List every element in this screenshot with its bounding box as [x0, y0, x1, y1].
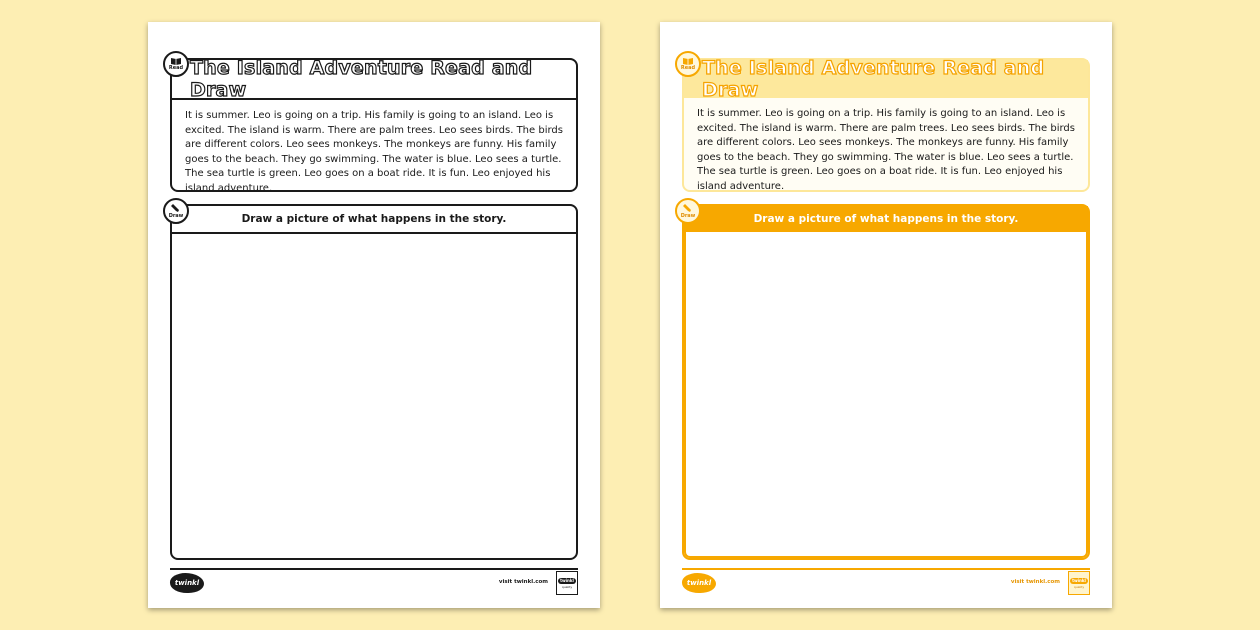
quality-seal	[556, 571, 578, 595]
drawing-area[interactable]	[172, 234, 576, 558]
seal-bottom-text: quality	[1073, 584, 1085, 589]
draw-badge-label: Draw	[680, 213, 696, 219]
visit-link[interactable]: visit twinkl.com	[498, 579, 548, 585]
seal-top-text: twinkl	[1072, 577, 1086, 583]
seal-bottom-text: quality	[561, 584, 573, 589]
pencil-icon	[171, 203, 181, 213]
read-badge-label: Read	[680, 65, 696, 71]
draw-section	[170, 204, 578, 560]
read-badge	[163, 51, 189, 77]
story-text: It is summer. Leo is going on a trip. His family is going to an island. Leo is excited. The island is warm. There are palm trees. Leo sees birds. The birds are different colors. Leo sees monkeys. The monkeys are funny. His family goes to the beach. They go swimming. The water is blue. Leo sees a turtle. The sea turtle is green. Leo goes on a boat ride. It is fun. Leo enjoyed his island adventure.	[697, 108, 1075, 192]
read-badge-label: Read	[168, 65, 184, 71]
title-bar	[684, 57, 1088, 101]
book-icon	[170, 57, 182, 65]
footer-divider	[682, 568, 1090, 570]
draw-badge	[163, 198, 189, 224]
worksheet-color	[660, 22, 1112, 608]
story-text: It is summer. Leo is going on a trip. His family is going to an island. Leo is excited. The island is warm. There are palm trees. Leo sees birds. The birds are different colors. Leo sees monkeys. The monkeys are funny. His family goes to the beach. They go swimming. The water is blue. Leo sees a turtle. The sea turtle is green. Leo goes on a boat ride. It is fun. Leo enjoyed his island adventure.	[185, 110, 563, 194]
title-bar	[172, 57, 576, 101]
read-section	[170, 58, 578, 192]
drawing-area[interactable]	[684, 230, 1088, 558]
page-title: The Island Adventure Read and Draw	[702, 57, 1045, 101]
draw-instruction: Draw a picture of what happens in the story.	[172, 206, 576, 234]
seal-top-text: twinkl	[560, 577, 574, 583]
draw-badge-label: Draw	[168, 213, 184, 219]
footer-divider	[170, 568, 578, 570]
pencil-icon	[683, 203, 693, 213]
read-badge	[675, 51, 701, 77]
draw-instruction: Draw a picture of what happens in the story.	[684, 206, 1088, 232]
quality-seal	[1068, 571, 1090, 595]
page-title: The Island Adventure Read and Draw	[190, 57, 533, 101]
twinkl-logo: twinkl	[170, 573, 204, 593]
read-section	[682, 58, 1090, 192]
book-icon	[682, 57, 694, 65]
worksheet-bw	[148, 22, 600, 608]
draw-badge	[675, 198, 701, 224]
twinkl-logo: twinkl	[682, 573, 716, 593]
visit-link[interactable]: visit twinkl.com	[1010, 579, 1060, 585]
draw-section	[682, 204, 1090, 560]
